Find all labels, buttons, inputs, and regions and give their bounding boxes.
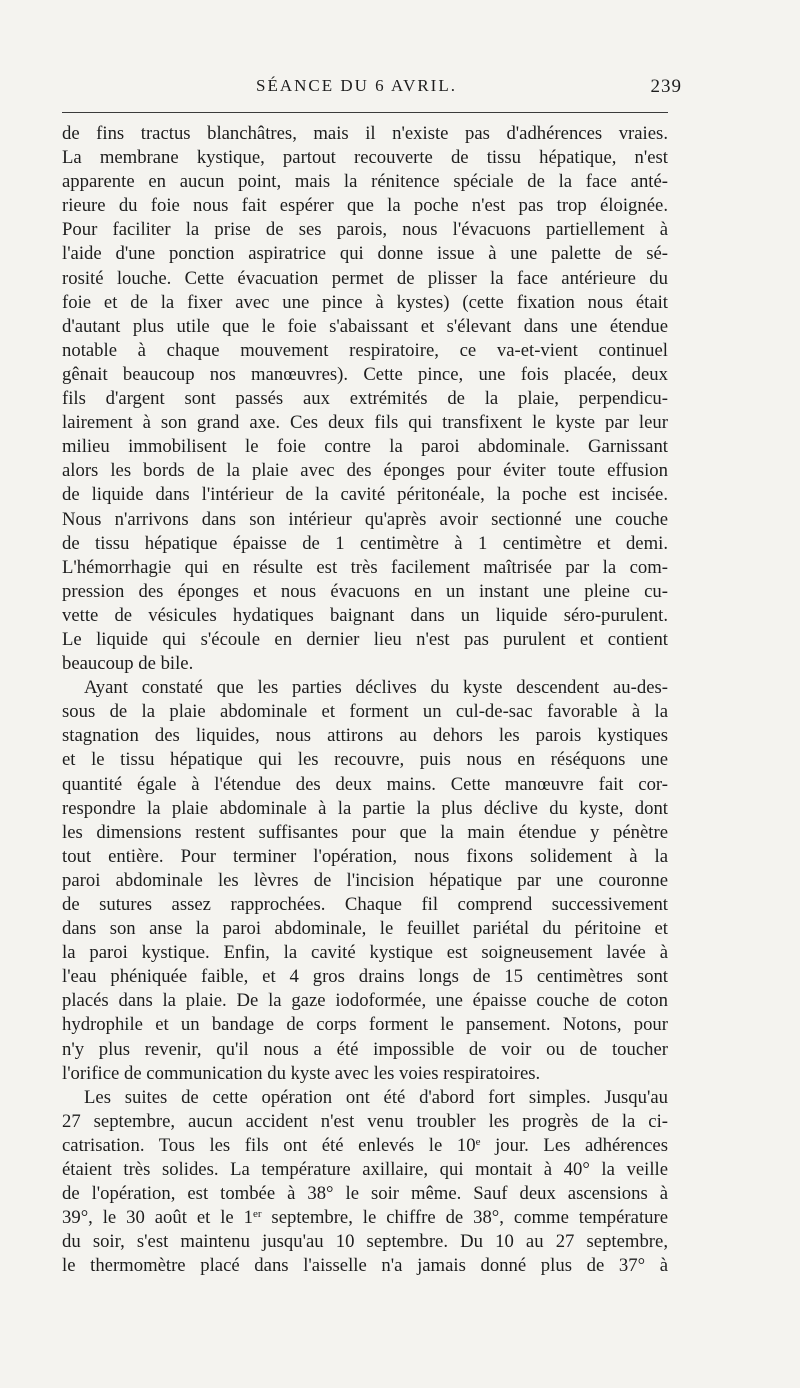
text-line: respondre la plaie abdominale à la partie la plus déclive du kyste, dont (62, 797, 668, 819)
text-line: foie et de la fixer avec une pince à kystes) (cette fixation nous était (62, 291, 668, 313)
text-line: Les suites de cette opération ont été d'abord fort simples. Jusqu'au (84, 1086, 668, 1108)
text-line: 27 septembre, aucun accident n'est venu troubler les progrès de la ci- (62, 1110, 668, 1132)
text-line: l'orifice de communication du kyste avec les voies respiratoires. (62, 1062, 541, 1084)
text-line: pression des éponges et nous évacuons en un instant une pleine cu- (62, 580, 668, 602)
text-line: la paroi kystique. Enfin, la cavité kystique est soigneusement lavée à (62, 942, 668, 964)
text-line: n'y plus revenir, qu'il nous a été impossible de voir ou de toucher (62, 1038, 668, 1060)
text-line: tout entière. Pour terminer l'opération, nous fixons solidement à la (62, 845, 668, 867)
text-line: alors les bords de la plaie avec des éponges pour éviter toute effusion (62, 460, 668, 482)
text-line: l'eau phéniquée faible, et 4 gros drains longs de 15 centimètres sont (62, 966, 668, 988)
text-line: d'autant plus utile que le foie s'abaissant et s'élevant dans une étendue (62, 315, 668, 337)
text-fragment: jour. Les adhérences (480, 1134, 668, 1156)
text-fragment: 39°, le 30 août et le 1 (62, 1207, 253, 1229)
text-line: Pour faciliter la prise de ses parois, nous l'évacuons partiellement à (62, 219, 668, 241)
text-line: sous de la plaie abdominale et forment un cul-de-sac favorable à la (62, 701, 668, 723)
text-line: beaucoup de bile. (62, 653, 194, 675)
text-line: de tissu hépatique épaisse de 1 centimètre à 1 centimètre et demi. (62, 532, 668, 554)
text-line-with-superscript (62, 1206, 668, 1230)
header-title: SÉANCE DU 6 AVRIL. (256, 76, 457, 95)
text-line: Nous n'arrivons dans son intérieur qu'après avoir sectionné une couche (62, 508, 668, 530)
text-line: quantité égale à l'étendue des deux mains. Cette manœuvre fait cor- (62, 773, 668, 795)
superscript: er (252, 1208, 262, 1221)
text-line: de liquide dans l'intérieur de la cavité péritonéale, la poche est incisée. (62, 484, 668, 506)
page-number: 239 (650, 76, 682, 97)
text-line: de l'opération, est tombée à 38° le soir même. Sauf deux ascensions à (62, 1183, 668, 1205)
text-line: hydrophile et un bandage de corps forment le pansement. Notons, pour (62, 1014, 668, 1036)
text-line: étaient très solides. La température axillaire, qui montait à 40° la veille (62, 1159, 668, 1181)
text-line: paroi abdominale les lèvres de l'incision hépatique par une couronne (62, 869, 668, 891)
text-line: rosité louche. Cette évacuation permet de plisser la face antérieure du (62, 267, 668, 289)
text-line: le thermomètre placé dans l'aisselle n'a jamais donné plus de 37° à (62, 1255, 668, 1277)
paragraph-1 (62, 122, 668, 676)
header-rule (62, 112, 668, 113)
text-line: notable à chaque mouvement respiratoire, ce va-et-vient continuel (62, 339, 668, 361)
superscript: e (475, 1135, 481, 1148)
paragraph-3 (62, 1086, 668, 1279)
text-line: L'hémorrhagie qui en résulte est très facilement maîtrisée par la com- (62, 556, 668, 578)
text-line: l'aide d'une ponction aspiratrice qui donne issue à une palette de sé- (62, 243, 668, 265)
text-line: les dimensions restent suffisantes pour que la main étendue y pénètre (62, 821, 668, 843)
text-line: vette de vésicules hydatiques baignant dans un liquide séro-purulent. (62, 604, 668, 626)
text-line: dans son anse la paroi abdominale, le feuillet pariétal du péritoine et (62, 918, 668, 940)
text-line: fils d'argent sont passés aux extrémités de la plaie, perpendicu- (62, 388, 668, 410)
text-line: rieure du foie nous fait espérer que la poche n'est pas trop éloignée. (62, 195, 668, 217)
text-line-with-superscript (62, 1134, 668, 1158)
text-line: Ayant constaté que les parties déclives du kyste descendent au-des- (84, 677, 668, 699)
text-line: de fins tractus blanchâtres, mais il n'existe pas d'adhérences vraies. (62, 123, 668, 144)
text-line: du soir, s'est maintenu jusqu'au 10 septembre. Du 10 au 27 septembre, (62, 1231, 668, 1253)
text-fragment: catrisation. Tous les fils ont été enlevés le 10 (62, 1134, 476, 1156)
text-line: lairement à son grand axe. Ces deux fils qui transfixent le kyste par leur (62, 412, 668, 434)
text-line: stagnation des liquides, nous attirons au dehors les parois kystiques (62, 725, 668, 747)
text-line: et le tissu hépatique qui les recouvre, puis nous en réséquons une (62, 749, 668, 771)
text-line: gênait beaucoup nos manœuvres). Cette pince, une fois placée, deux (62, 363, 668, 385)
text-line: Le liquide qui s'écoule en dernier lieu n'est pas purulent et contient (62, 628, 668, 650)
text-line: apparente en aucun point, mais la rénitence spéciale de la face anté- (62, 171, 668, 193)
paragraph-2 (62, 676, 668, 1086)
text-line: milieu immobilisent le foie contre la paroi abdominale. Garnissant (62, 436, 668, 458)
text-line: placés dans la plaie. De la gaze iodoformée, une épaisse couche de coton (62, 990, 668, 1012)
text-line: de sutures assez rapprochées. Chaque fil comprend successivement (62, 894, 668, 915)
text-line: La membrane kystique, partout recouverte de tissu hépatique, n'est (62, 147, 668, 169)
text-fragment: septembre, le chiffre de 38°, comme température (261, 1207, 668, 1229)
running-header (62, 74, 682, 102)
body-text (62, 122, 668, 1279)
